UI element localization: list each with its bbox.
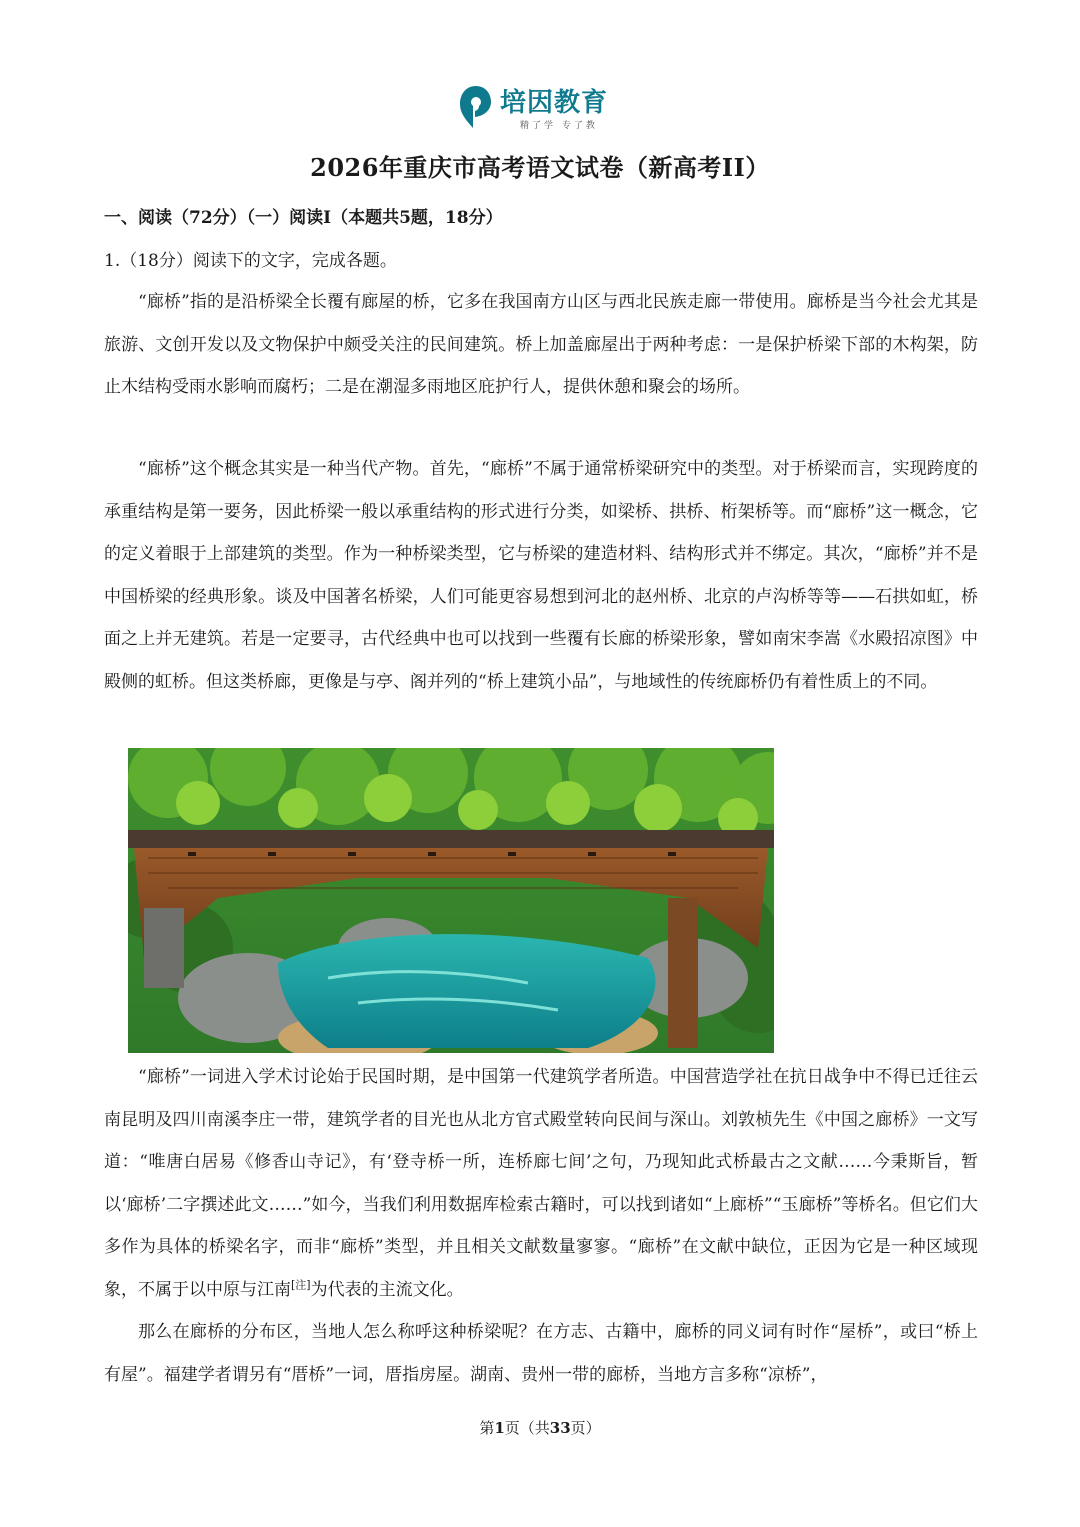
page-total: 33 [549, 1419, 571, 1437]
paragraph-3-text: “廊桥”一词进入学术讨论始于民国时期，是中国第一代建筑学者所造。中国营造学社在抗日战争中不得已迁往云南昆明及四川南溪李庄一带，建筑学者的目光也从北方官式殿堂转向民间与深山。刘敦桢先生《中国之廊桥》一文写道：“唯唐白居易《修香山寺记》，有‘登寺桥一所，连桥廊七间’之句，乃现知此式桥最古之文献……今秉斯旨，暂以‘廊桥’二字撰述此文……”如今，当我们利用数据库检索古籍时，可以找到诸如“上廊桥”“玉廊桥”等桥名。但它们大多作为具体的桥梁名字，而非“廊桥”类型，并且相关文献数量寥寥。“廊桥”在文献中缺位，正因为它是一种区域现象，不属于以中原与江南 [104, 1067, 978, 1300]
section-heading: 一、阅读（72分）（一）阅读I（本题共5题，18分） [104, 208, 503, 228]
exam-title: 2026年重庆市高考语文试卷（新高考II） [310, 153, 770, 182]
logo-p-icon [458, 84, 494, 130]
paragraph-4: 那么在廊桥的分布区，当地人怎么称呼这种桥梁呢？在方志、古籍中，廊桥的同义词有时作“屋桥”，或曰“桥上有屋”。福建学者谓另有“厝桥”一词，厝指房屋。湖南、贵州一带的廊桥，当地方言多称“凉桥”， [104, 1322, 978, 1385]
paragraph-1: “廊桥”指的是沿桥梁全长覆有廊屋的桥，它多在我国南方山区与西北民族走廊一带使用。廊桥是当今社会尤其是旅游、文创开发以及文物保护中颇受关注的民间建筑。桥上加盖廊屋出于两种考虑：一是保护桥梁下部的木构架，防止木结构受雨水影响而腐朽；二是在潮湿多雨地区庇护行人，提供休憩和聚会的场所。 [104, 292, 978, 397]
footnote-marker: [注] [291, 1277, 311, 1291]
footer-middle: 页（共 [504, 1419, 550, 1437]
paragraph-3 [104, 1056, 978, 1311]
brand-name: 培因教育 [500, 88, 609, 118]
brand-slogan: 精了学 专了教 [520, 121, 598, 131]
page-footer [0, 1417, 1080, 1438]
paragraph-2: “廊桥”这个概念其实是一种当代产物。首先，“廊桥”不属于通常桥梁研究中的类型。对于桥梁而言，实现跨度的承重结构是第一要务，因此桥梁一般以承重结构的形式进行分类，如梁桥、拱桥、桁架桥等。而“廊桥”这一概念，它的定义着眼于上部建筑的类型。作为一种桥梁类型，它与桥梁的建造材料、结构形式并不绑定。其次，“廊桥”并不是中国桥梁的经典形象。谈及中国著名桥梁，人们可能更容易想到河北的赵州桥、北京的卢沟桥等等——石拱如虹，桥面之上并无建筑。若是一定要寻，古代经典中也可以找到一些覆有长廊的桥梁形象，譬如南宋李嵩《水殿招凉图》中殿侧的虹桥。但这类桥廊，更像是与亭、阁并列的“桥上建筑小品”，与地域性的传统廊桥仍有着性质上的不同。 [104, 459, 978, 692]
footer-suffix: 页） [570, 1419, 601, 1437]
paragraph-3-tail: 为代表的主流文化。 [310, 1279, 464, 1300]
footer-prefix: 第 [479, 1419, 495, 1437]
question-intro: 1.（18分）阅读下的文字，完成各题。 [104, 251, 397, 271]
brand-logo [458, 80, 628, 134]
page-number: 1 [494, 1419, 505, 1437]
covered-bridge-illustration [128, 748, 774, 1053]
